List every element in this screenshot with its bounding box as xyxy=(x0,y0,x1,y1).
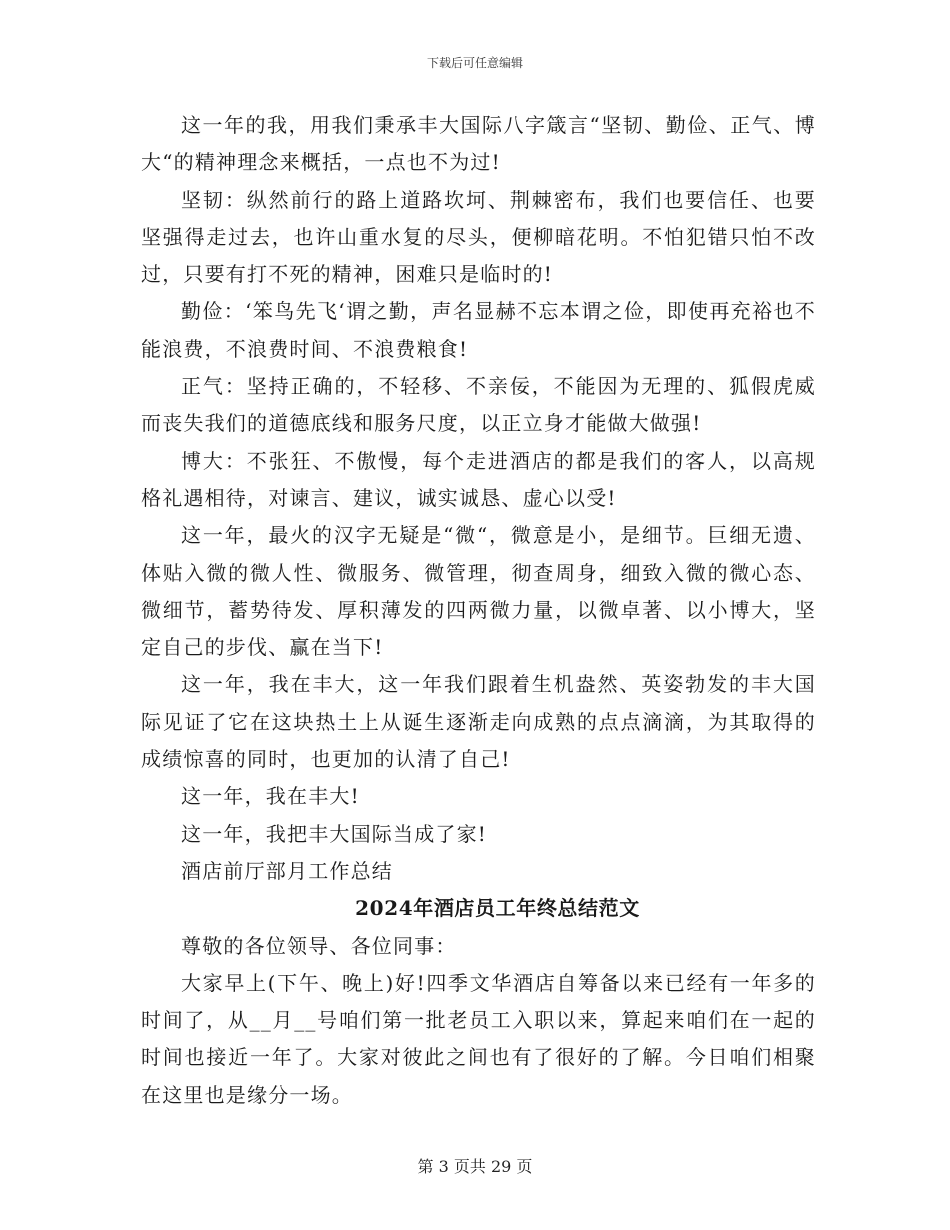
paragraph-in-fengda: 这一年，我在丰大! xyxy=(181,784,360,809)
paragraph-jianren: 坚韧：纵然前行的路上道路坎坷、荆棘密布，我们也要信任、也要坚强得走过去，也许山重水复的尽头，便柳暗花明。不怕犯错只怕不改过，只要有打不死的精神，困难只是临时的! xyxy=(141,187,816,287)
paragraph-qinjian: 勤俭：‘笨鸟先飞‘谓之勤，声名显赫不忘本谓之俭，即使再充裕也不能浪费，不浪费时间、不浪费粮食! xyxy=(141,299,816,361)
paragraph-home: 这一年，我把丰大国际当成了家! xyxy=(181,821,488,846)
paragraph-front-desk-summary: 酒店前厅部月工作总结 xyxy=(181,858,393,883)
section-title: 2024年酒店员工年终总结范文 xyxy=(355,896,640,921)
paragraph-intro: 这一年的我，用我们秉承丰大国际八字箴言“坚韧、勤俭、正气、博大“的精神理念来概括，一点也不为过! xyxy=(141,113,816,175)
paragraph-boda: 博大：不张狂、不傲慢，每个走进酒店的都是我们的客人，以高规格礼遇相待，对谏言、建议，诚实诚恳、虚心以受! xyxy=(141,448,816,510)
paragraph-this-year: 这一年，我在丰大，这一年我们跟着生机盎然、英姿勃发的丰大国际见证了它在这块热土上从诞生逐渐走向成熟的点点滴滴，为其取得的成绩惊喜的同时，也更加的认清了自己! xyxy=(141,672,816,772)
page-number: 第 3 页共 29 页 xyxy=(417,1157,533,1176)
paragraph-zhengqi: 正气：坚持正确的，不轻移、不亲佞，不能因为无理的、狐假虎威而丧失我们的道德底线和服务尺度，以正立身才能做大做强! xyxy=(141,374,816,436)
document-body xyxy=(141,107,816,1114)
paragraph-wei: 这一年，最火的汉字无疑是“微“，微意是小，是细节。巨细无遗、体贴入微的微人性、微服务、微管理，彻查周身，细致入微的微心态、微细节，蓄势待发、厚积薄发的四两微力量，以微卓著、以小博大，坚定自己的步伐、赢在当下! xyxy=(141,523,816,660)
paragraph-opening: 大家早上(下午、晚上)好!四季文华酒店自筹备以来已经有一年多的时间了，从__月__号咱们第一批老员工入职以来，算起来咱们在一起的时间也接近一年了。大家对彼此之间也有了很好的了解。今日咱们相聚在这里也是缘分一场。 xyxy=(141,970,816,1107)
paragraph-greeting: 尊敬的各位领导、各位同事： xyxy=(181,933,457,958)
page-header-note: 下载后可任意编辑 xyxy=(426,56,523,70)
